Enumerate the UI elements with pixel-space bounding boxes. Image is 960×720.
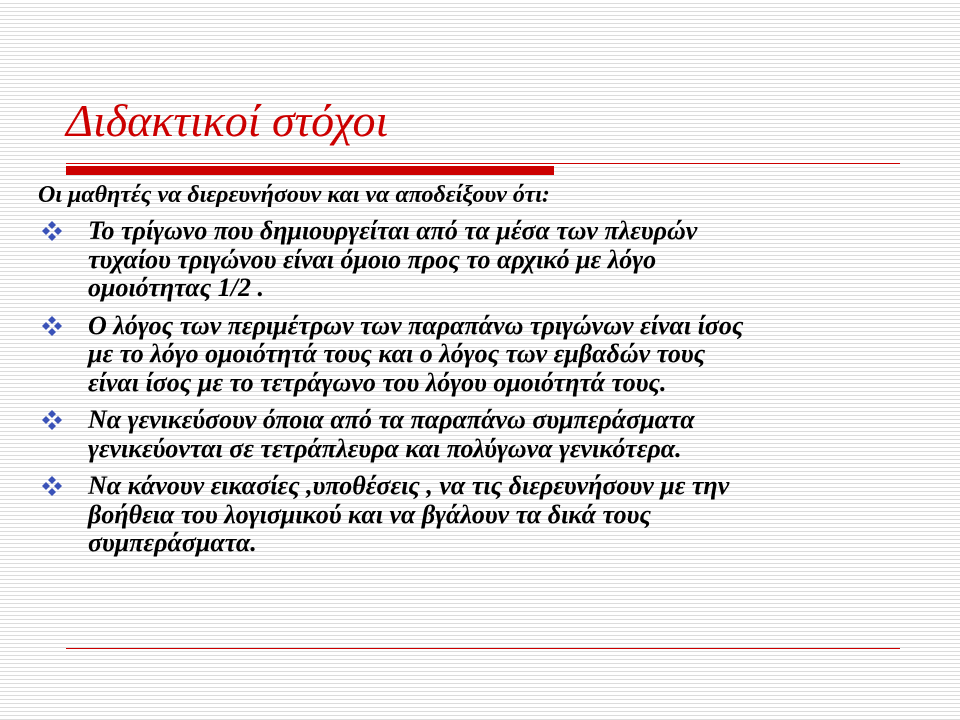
diamond-quad-icon (41, 220, 63, 242)
bottom-rule (66, 648, 900, 649)
intro-text: Οι μαθητές να διερευνήσουν και να αποδείξουν ότι: (38, 182, 550, 208)
diamond-quad-icon (41, 409, 63, 431)
bullet-text: Ο λόγος των περιμέτρων των παραπάνω τριγώνων είναι ίσος με το λόγο ομοιότητά τους και ο λόγος των εμβαδών τους είναι ίσος με το τετράγωνο του λόγου ομοιότητά τους. (88, 310, 744, 397)
title-underline-accent-bar (66, 166, 554, 175)
bullet-text: Το τρίγωνο που δημιουργείται από τα μέσα των πλευρών τυχαίου τριγώνου είναι όμοιο προς το αρχικό με λόγο ομοιότητας 1/2 . (88, 216, 698, 302)
diamond-quad-icon (41, 315, 63, 337)
bullet-text: Να γενικεύσουν όποια από τα παραπάνω συμπεράσματα γενικεύονται σε τετράπλευρα και πολύγωνα γενικότερα. (88, 405, 695, 463)
slide-content (38, 180, 918, 567)
bullet-item (38, 312, 918, 398)
bullet-item (38, 217, 918, 303)
bullet-text: Να κάνουν εικασίες ,υποθέσεις , να τις διερευνήσουν με την βοήθεια του λογισμικού και να βγάλουν τα δικά τους συμπεράσματα. (88, 471, 730, 557)
slide-title: Διδακτικοί στόχοι (66, 95, 389, 146)
title-underline-thin (66, 163, 900, 164)
diamond-quad-icon (41, 475, 63, 497)
bullet-item (38, 406, 918, 463)
bullet-list (38, 217, 918, 558)
bullet-item (38, 472, 918, 558)
